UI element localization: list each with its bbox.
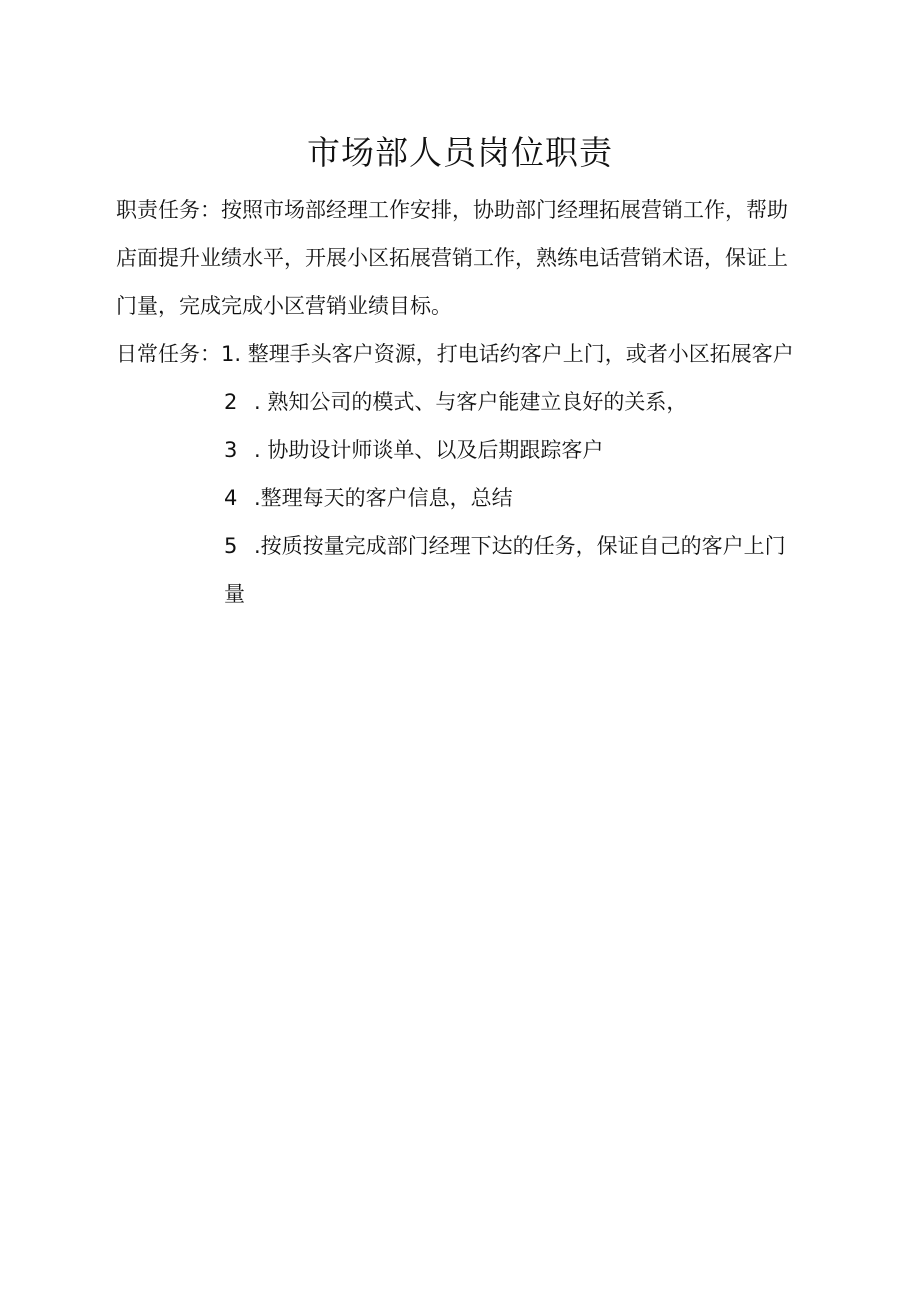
duty-line-1 [116, 186, 816, 234]
daily-paragraph [116, 330, 816, 378]
list-item-continuation: 量 [224, 582, 245, 606]
daily-line-1 [116, 330, 816, 378]
item-text: . 熟知公司的模式、与客户能建立良好的关系， [254, 390, 688, 414]
daily-task-list [224, 378, 824, 618]
item-text: .整理每天的客户信息，总结 [254, 486, 513, 510]
item-number: 5 [224, 534, 238, 558]
duty-line-3: 门量，完成完成小区营销业绩目标。 [116, 294, 452, 318]
list-item [224, 522, 824, 570]
daily-item-1: 1. 整理手头客户资源，打电话约客户上门，或者小区拓展客户 [221, 342, 794, 366]
duty-text-1: 按照市场部经理工作安排，协助部门经理拓展营销工作，帮助 [221, 198, 788, 222]
item-number: 3 [224, 438, 238, 462]
item-number: 4 [224, 486, 238, 510]
item-text: . 协助设计师谈单、以及后期跟踪客户 [254, 438, 604, 462]
daily-label: 日常任务： [116, 342, 221, 366]
list-item [224, 474, 824, 522]
item-number: 2 [224, 390, 238, 414]
list-item [224, 378, 824, 426]
list-item [224, 426, 824, 474]
duty-line-2: 店面提升业绩水平，开展小区拓展营销工作，熟练电话营销术语，保证上 [116, 246, 788, 270]
duty-label: 职责任务： [116, 198, 221, 222]
page-title: 市场部人员岗位职责 [307, 133, 613, 172]
item-text: .按质按量完成部门经理下达的任务，保证自己的客户上门 [254, 534, 786, 558]
duty-paragraph [116, 186, 816, 330]
